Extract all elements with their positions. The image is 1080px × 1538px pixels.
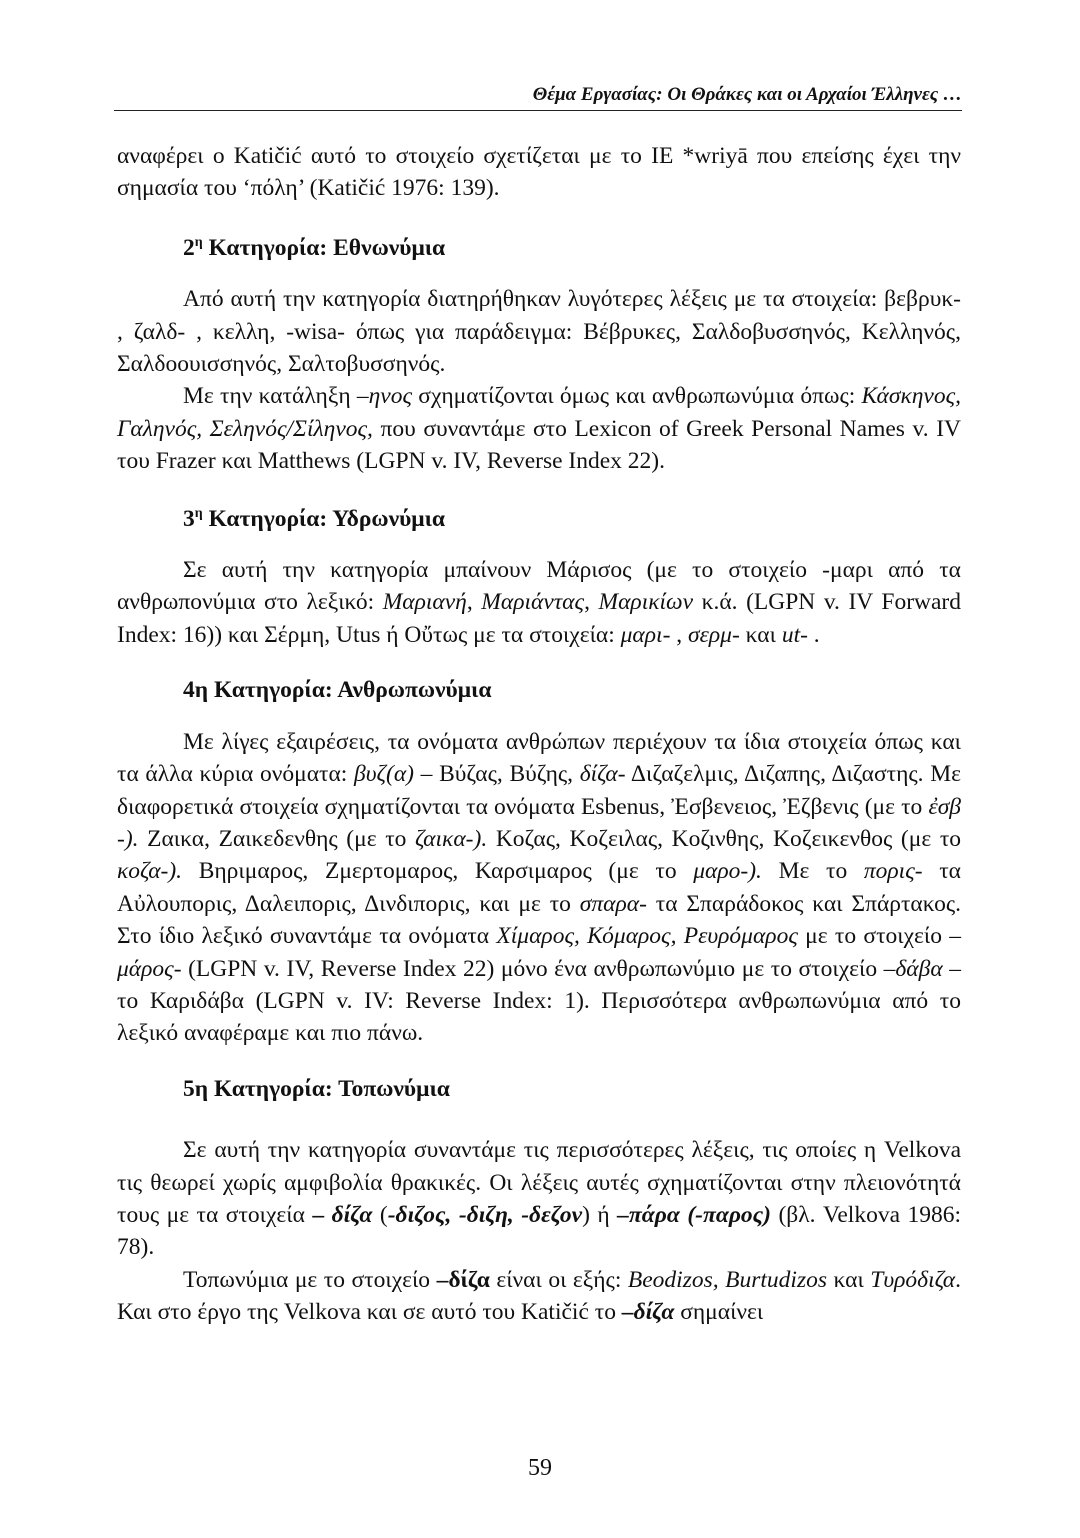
paragraph-4: Σε αυτή την κατηγορία μπαίνουν Μάρισος (με το στοιχείο -μαρι από τα ανθρωπονύμια στο λεξικό: Μαριανή, Μαριάντας, Μαρικίων κ.ά. (LGPN v. IV Forward Index: 16)) και Σέρμη, Utus ή Οὔτως με τα στοιχεία: μαρι- , σερμ- και ut- . xyxy=(117,557,962,648)
paragraph-5: Με λίγες εξαιρέσεις, τα ονόματα ανθρώπων περιέχουν τα ίδια στοιχεία όπως και τα άλλα κύρια ονόματα: βυζ(α) – Βύζας, Βύζης, δίζα- Διζαζελμις, Διζαπης, Διζαστης. Με διαφορετικά στοιχεία σχηματίζονται τα ονόματα Esbenus, Ἐσβενειος, Ἐζβενις (με το ἐσβ -). Ζαικα, Ζαικεδενθης (με το ζαικα-). Κοζας, Κοζειλας, Κοζινθης, Κοζεικενθος (με το κοζα-). Βηριμαρος, Ζμερτομαρος, Καρσιμαρος (με το μαρο-). Με το πορις- τα Αὐλουπορις, Δαλειπορις, Δινδιπορις, και με το σπαρα- τα Σπαράδοκος και Σπάρτακος. Στο ίδιο λεξικό συναντάμε τα ονόματα Χίμαρος, Κόμαρος, Ρευρόμαρος με το στοιχείο –μάρος- (LGPN v. IV, Reverse Index 22) μόνο ένα ανθρωπωνύμιο με το στοιχείο –δάβα – το Καριδάβα (LGPN v. IV: Reverse Index: 1). Περισσότερα ανθρωπωνύμια από το λεξικό αναφέραμε και πιο πάνω. xyxy=(117,728,962,1047)
page-number: 59 xyxy=(528,1455,552,1481)
heading-hydronyms: $3^\eta$ Κατηγορία: Υδρωνύμια xyxy=(183,505,446,532)
paragraph-2: Από αυτή την κατηγορία διατηρήθηκαν λυγότερες λέξεις με τα στοιχεία: βεβρυκ- , ζαλδ- , κελλη, -wisa- όπως για παράδειγμα: Βέβρυκες, Σαλδοβυσσηνός, Κελληνός, Σαλδοουισσηνός, Σαλτοβυσσηνός. xyxy=(117,286,961,378)
heading-toponyms: 5η Κατηγορία: Τοπωνύμια xyxy=(183,1075,450,1102)
header-rule xyxy=(114,110,962,111)
running-header: Θέμα Εργασίας: Οι Θράκες και οι Αρχαίοι Έλληνες … xyxy=(532,84,962,105)
heading-anthroponyms: 4η Κατηγορία: Ανθρωπωνύμια xyxy=(183,677,492,704)
paragraph-3: Με την κατάληξη –ηνος σχηματίζονται όμως και ανθρωπωνύμια όπως: Κάσκηνος, Γαληνός, Σεληνός/Σίληνος, που συναντάμε στο Lexicon of Greek Personal Names v. IV του Frazer και Matthews (LGPN v. IV, Reverse Index 22). xyxy=(117,383,961,475)
heading-ethnonyms: $2^\eta$ Κατηγορία: Εθνωνύμια xyxy=(183,234,446,261)
paragraph-1: αναφέρει ο Katičić αυτό το στοιχείο σχετίζεται με το IE *wriyā που επείσης έχει την σημασία του ‘πόλη’ (Katičić 1976: 139). xyxy=(117,143,961,202)
body-text xyxy=(117,140,961,1329)
paragraph-6: Σε αυτή την κατηγορία συναντάμε τις περισσότερες λέξεις, τις οποίες η Velkova τις θεωρεί χωρίς αμφιβολία θρακικές. Οι λέξεις αυτές σχηματίζονται στην πλειονότητά τους με τα στοιχεία – δίζα (-διζος, -διζη, -δεζον) ή –πάρα (-παρος) (βλ. Velkova 1986: 78). xyxy=(117,1137,962,1261)
paragraph-7: Τοπωνύμια με το στοιχείο –δίζα είναι οι εξής: Beodizos, Burtudizos και Τυρόδιζα. Και στο έργο της Velkova και σε αυτό του Katičić το –δίζα σημαίνει xyxy=(117,1266,961,1326)
